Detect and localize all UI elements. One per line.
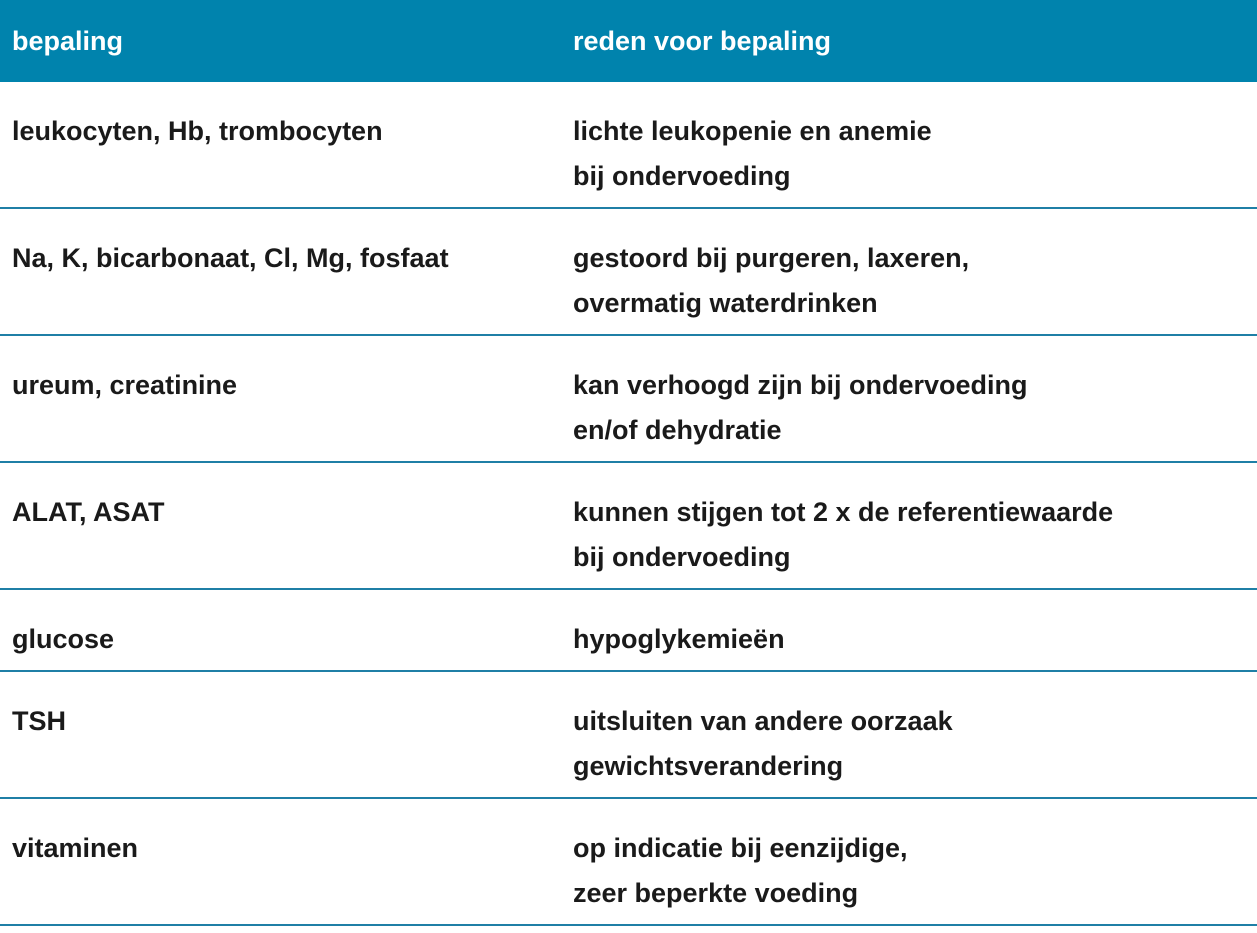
header-reden: reden voor bepaling [573,25,832,56]
cell-reden [573,799,1257,916]
cell-reden [573,590,1257,662]
table-row [0,463,1257,590]
cell-reden [573,209,1257,326]
cell-reden [573,336,1257,453]
reden-line: gewichtsverandering [573,751,844,781]
cell-bepaling: Na, K, bicarbonaat, Cl, Mg, fosfaat [12,243,449,273]
reden-line: bij ondervoeding [573,542,791,572]
table-row [0,82,1257,209]
cell-bepaling: ALAT, ASAT [12,497,165,527]
cell-bepaling: ureum, creatinine [12,370,238,400]
cell-reden [573,82,1257,199]
table-row [0,672,1257,799]
table-row [0,799,1257,926]
reden-line: kan verhoogd zijn bij ondervoeding [573,370,1028,400]
reden-line: lichte leukopenie en anemie [573,116,932,146]
reden-line: uitsluiten van andere oorzaak [573,706,953,736]
reden-line: hypoglykemieën [573,624,785,654]
reden-line: en/of dehydratie [573,415,782,445]
reden-line: op indicatie bij eenzijdige, [573,833,908,863]
reden-line: bij ondervoeding [573,161,791,191]
table-header [0,0,1257,82]
header-bepaling: bepaling [12,25,124,56]
reden-line: overmatig waterdrinken [573,288,878,318]
cell-bepaling: glucose [12,624,115,654]
reden-line: gestoord bij purgeren, laxeren, [573,243,970,273]
cell-reden [573,672,1257,789]
cell-bepaling: TSH [12,706,66,736]
reden-line: zeer beperkte voeding [573,878,859,908]
table-row [0,336,1257,463]
table-row [0,590,1257,672]
table-row [0,209,1257,336]
cell-bepaling: vitaminen [12,833,139,863]
cell-reden [573,463,1257,580]
cell-bepaling: leukocyten, Hb, trombocyten [12,116,383,146]
reden-line: kunnen stijgen tot 2 x de referentiewaarde [573,497,1114,527]
